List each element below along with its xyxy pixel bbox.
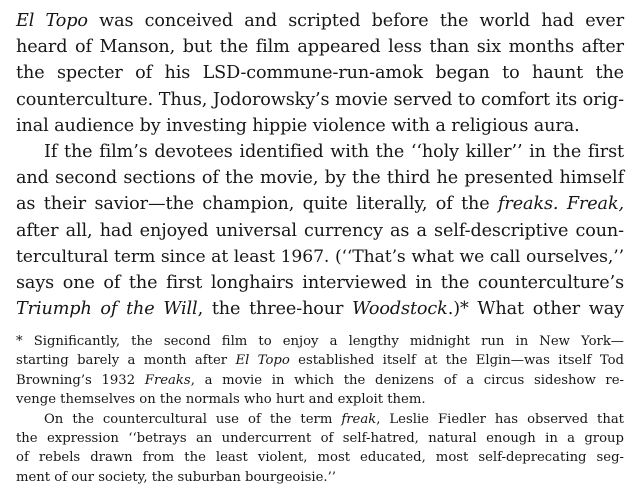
body-line [16, 270, 624, 296]
text-segment: as their savior—the champion, quite literally, of the [16, 194, 499, 215]
body-line [16, 8, 624, 34]
text-segment: the expression ‘‘betrays an undercurrent of self-hatred, natural enough in a group [16, 431, 624, 447]
text-segment: and second sections of the movie, by the third he presented himself [16, 168, 624, 189]
text-segment: Freaks [144, 372, 191, 388]
text-segment: counterculture. Thus, Jodorowsky’s movie served to comfort its orig- [16, 89, 624, 110]
body-line [16, 113, 624, 139]
footnote-line [16, 351, 624, 370]
text-segment: the specter of his LSD-commune-run-amok began to haunt the [16, 63, 624, 84]
footnote-line [16, 390, 624, 409]
text-segment: On the countercultural use of the term [44, 411, 342, 427]
text-segment: starting barely a month after [16, 353, 236, 369]
text-segment: , the three-hour [197, 299, 353, 320]
text-segment: El Topo [235, 353, 290, 369]
text-segment: Triumph of the Will [16, 299, 198, 320]
text-segment: * Significantly, the second film to enjoy a lengthy midnight run in New York— [16, 334, 624, 349]
text-segment: El Topo [16, 11, 88, 31]
footnote-line [16, 410, 624, 429]
text-segment: ment of our society, the suburban bourgeoisie.’’ [16, 469, 336, 485]
footnote-line [16, 448, 624, 467]
text-segment: , a movie in which the denizens of a circus sideshow re- [190, 372, 624, 388]
footnote-line [16, 468, 624, 487]
body-line [16, 244, 624, 270]
text-segment: inal audience by investing hippie violence with a religious aura. [16, 115, 580, 136]
body-line [16, 218, 624, 244]
body-line [16, 87, 624, 113]
text-segment: freaks. Freak, [498, 194, 625, 215]
footnote-line [16, 429, 624, 448]
text-segment: established itself at the Elgin—was itself Tod [289, 353, 624, 369]
text-segment: Woodstock [352, 299, 448, 320]
text-segment: of rebels drawn from the least violent, most educated, most self-deprecating seg- [16, 450, 624, 466]
footnote-line [16, 371, 624, 390]
text-segment: was conceived and scripted before the world had ever [87, 11, 624, 31]
text-segment: venge themselves on the normals who hurt and exploit them. [16, 392, 426, 408]
text-segment: after all, had enjoyed universal currency as a self-descriptive coun- [16, 220, 624, 241]
body-line [16, 191, 624, 217]
text-segment: If the film’s devotees identified with the ‘‘holy killer’’ in the first [44, 142, 624, 163]
text-segment: Browning’s 1932 [16, 372, 145, 388]
body-line [16, 165, 624, 191]
text-segment: .)* What other way [447, 299, 624, 320]
body-line [16, 296, 624, 322]
body-line [16, 139, 624, 165]
footnotes [16, 332, 624, 487]
text-segment: says one of the first longhairs interviewed in the counterculture’s [16, 273, 624, 294]
text-segment: tercultural term since at least 1967. (‘‘That’s what we call ourselves,’’ [16, 246, 624, 267]
body-text [16, 8, 624, 322]
text-segment: , Leslie Fiedler has observed that [376, 411, 624, 427]
book-page [16, 8, 625, 485]
footnote-line [16, 332, 624, 351]
body-line [16, 34, 624, 60]
text-segment: freak [341, 411, 377, 427]
body-line [16, 60, 624, 86]
text-segment: heard of Manson, but the film appeared less than six months after [16, 37, 624, 58]
